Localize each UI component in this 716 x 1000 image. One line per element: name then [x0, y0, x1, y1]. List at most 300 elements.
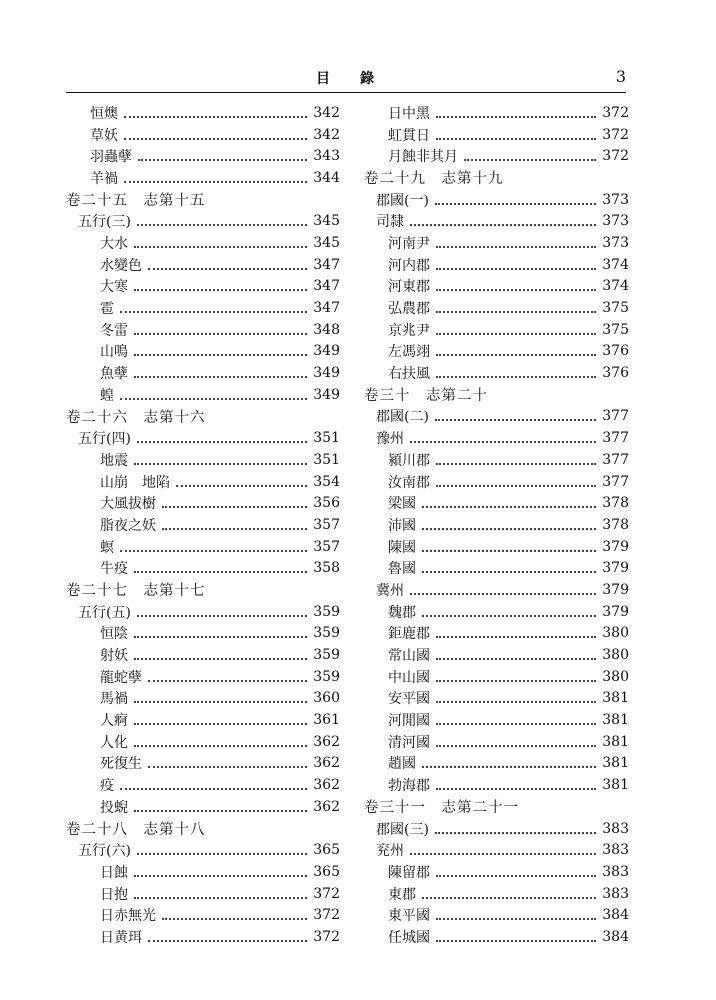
toc-entry-title: 日蝕	[100, 864, 128, 881]
toc-page-number: 362	[313, 777, 340, 794]
toc-entry-title: 山鳴	[100, 344, 128, 361]
toc-entry	[66, 666, 340, 688]
dot-leader	[134, 289, 307, 291]
toc-entry	[66, 254, 340, 276]
toc-section-heading	[66, 406, 340, 428]
dot-leader	[436, 116, 596, 118]
toc-page-number: 372	[313, 885, 340, 902]
toc-entry-title: 趙國	[388, 756, 416, 773]
toc-entry	[364, 471, 629, 493]
dot-leader	[410, 224, 596, 226]
toc-entry	[66, 492, 340, 514]
toc-entry	[364, 276, 629, 298]
dot-leader	[435, 203, 596, 205]
toc-page-number: 362	[313, 733, 340, 750]
toc-page-number: 372	[602, 148, 629, 165]
toc-entry	[66, 102, 340, 124]
toc-entry-title: 蝗	[100, 387, 114, 404]
dot-leader	[120, 788, 307, 790]
toc-entry	[66, 427, 340, 449]
toc-entry	[364, 492, 629, 514]
toc-entry	[364, 124, 629, 146]
toc-entry	[66, 774, 340, 796]
dot-leader	[410, 593, 596, 595]
toc-page-number: 373	[602, 234, 629, 251]
dot-leader	[138, 159, 307, 161]
dot-leader	[410, 853, 596, 855]
dot-leader	[124, 181, 307, 183]
dot-leader	[134, 701, 307, 703]
toc-page-number: 372	[602, 126, 629, 143]
toc-page-number: 345	[313, 234, 340, 251]
toc-page-number: 375	[602, 300, 629, 317]
toc-entry	[66, 276, 340, 298]
toc-page-number: 347	[313, 300, 340, 317]
toc-page-number: 378	[602, 495, 629, 512]
toc-entry-title: 郡國(一)	[376, 192, 429, 209]
toc-entry	[364, 514, 629, 536]
toc-page-number: 372	[602, 104, 629, 121]
toc-entry	[66, 449, 340, 471]
toc-entry	[364, 731, 629, 753]
dot-leader	[124, 138, 307, 140]
toc-section-heading	[364, 167, 629, 189]
dot-leader	[422, 550, 596, 552]
toc-page-number: 380	[602, 647, 629, 664]
dot-leader	[134, 810, 307, 812]
toc-entry	[364, 449, 629, 471]
toc-entry	[66, 319, 340, 341]
toc-section-heading	[66, 189, 340, 211]
toc-entry-title: 卷三十一 志第二十一	[364, 800, 519, 817]
dot-leader	[134, 875, 307, 877]
toc-entry	[66, 623, 340, 645]
toc-entry-title: 冬雷	[100, 322, 128, 339]
toc-entry-title: 馬禍	[100, 691, 128, 708]
dot-leader	[464, 159, 596, 161]
dot-leader	[436, 246, 596, 248]
toc-entry-title: 中山國	[388, 669, 430, 686]
toc-entry-title: 卷三十 志第二十	[364, 388, 488, 405]
toc-entry-title: 恒燠	[90, 105, 118, 122]
dot-leader	[176, 485, 307, 487]
toc-page-number: 344	[313, 169, 340, 186]
toc-entry-title: 日抱	[100, 886, 128, 903]
dot-leader	[124, 116, 307, 118]
toc-entry	[66, 926, 340, 948]
dot-leader	[134, 246, 307, 248]
toc-entry	[364, 145, 629, 167]
dot-leader	[436, 311, 596, 313]
toc-entry-title: 河閒國	[388, 713, 430, 730]
toc-page-number: 381	[602, 777, 629, 794]
toc-entry-title: 投蜺	[100, 799, 128, 816]
dot-leader	[120, 311, 307, 313]
toc-entry-title: 五行(六)	[78, 843, 131, 860]
toc-page-number: 376	[602, 365, 629, 382]
toc-entry-title: 草妖	[90, 127, 118, 144]
toc-entry	[364, 666, 629, 688]
dot-leader	[148, 268, 307, 270]
dot-leader	[134, 354, 307, 356]
toc-page-number: 359	[313, 625, 340, 642]
toc-entry	[364, 102, 629, 124]
toc-entry-title: 雹	[100, 301, 114, 318]
toc-entry	[364, 709, 629, 731]
page-number: 3	[615, 67, 626, 86]
toc-entry-title: 射妖	[100, 648, 128, 665]
dot-leader	[120, 550, 307, 552]
toc-entry-title: 安平國	[388, 691, 430, 708]
toc-entry-title: 郡國(二)	[376, 409, 429, 426]
toc-entry-title: 卷二十五 志第十五	[66, 193, 206, 210]
toc-entry-title: 牛疫	[100, 561, 128, 578]
toc-entry	[364, 536, 629, 558]
toc-entry-title: 恒陰	[100, 626, 128, 643]
toc-page-number: 377	[602, 451, 629, 468]
toc-entry-title: 冀州	[376, 582, 404, 599]
toc-entry	[66, 731, 340, 753]
dot-leader	[134, 745, 307, 747]
toc-entry	[66, 362, 340, 384]
dot-leader	[436, 918, 596, 920]
toc-entry-title: 人痾	[100, 713, 128, 730]
dot-leader	[134, 658, 307, 660]
toc-entry	[364, 601, 629, 623]
toc-entry-title: 卷二十七 志第十七	[66, 583, 206, 600]
toc-page-number: 342	[313, 104, 340, 121]
toc-entry-title: 常山國	[388, 648, 430, 665]
toc-entry-title: 弘農郡	[388, 301, 430, 318]
toc-entry	[364, 232, 629, 254]
toc-entry	[364, 644, 629, 666]
toc-entry	[364, 210, 629, 232]
toc-page-number: 379	[602, 560, 629, 577]
toc-page-number: 349	[313, 343, 340, 360]
toc-entry	[66, 232, 340, 254]
dot-leader	[137, 853, 307, 855]
toc-entry-title: 東平國	[388, 908, 430, 925]
toc-page-number: 377	[602, 430, 629, 447]
toc-page-number: 365	[313, 842, 340, 859]
toc-page-number: 354	[313, 473, 340, 490]
toc-page-number: 381	[602, 733, 629, 750]
toc-page-number: 384	[602, 928, 629, 945]
toc-section-heading	[66, 579, 340, 601]
toc-entry	[364, 883, 629, 905]
toc-entry	[364, 254, 629, 276]
toc-entry-title: 卷二十九 志第十九	[364, 171, 504, 188]
toc-page-number: 362	[313, 755, 340, 772]
toc-entry	[364, 341, 629, 363]
toc-entry	[364, 926, 629, 948]
toc-entry	[364, 861, 629, 883]
dot-leader	[148, 940, 307, 942]
toc-entry	[66, 904, 340, 926]
dot-leader	[436, 268, 596, 270]
toc-entry	[66, 297, 340, 319]
dot-leader	[422, 528, 596, 530]
toc-entry	[66, 688, 340, 710]
header-rule	[66, 92, 626, 93]
dot-leader	[436, 354, 596, 356]
toc-entry-title: 羊禍	[90, 170, 118, 187]
toc-entry-title: 脂夜之妖	[100, 517, 156, 534]
toc-page-number: 348	[313, 321, 340, 338]
dot-leader	[435, 832, 596, 834]
toc-entry-title: 日中黑	[388, 105, 430, 122]
toc-page-number: 379	[602, 603, 629, 620]
toc-entry-title: 魚孽	[100, 366, 128, 383]
toc-entry-title: 陳國	[388, 539, 416, 556]
toc-page-number: 379	[602, 538, 629, 555]
toc-entry-title: 日赤無光	[100, 908, 156, 925]
dot-leader	[137, 224, 307, 226]
toc-page-number: 357	[313, 516, 340, 533]
toc-page-number: 359	[313, 603, 340, 620]
toc-entry	[364, 774, 629, 796]
toc-page-number: 349	[313, 386, 340, 403]
dot-leader	[422, 506, 596, 508]
toc-entry-title: 卷二十八 志第十八	[66, 822, 206, 839]
toc-page-number: 351	[313, 430, 340, 447]
toc-entry	[364, 557, 629, 579]
dot-leader	[410, 441, 596, 443]
toc-entry-title: 河東郡	[388, 279, 430, 296]
toc-page-number: 372	[313, 907, 340, 924]
toc-page-number: 374	[602, 278, 629, 295]
toc-page-number: 347	[313, 256, 340, 273]
toc-entry	[66, 601, 340, 623]
toc-entry-title: 沛國	[388, 517, 416, 534]
dot-leader	[148, 680, 307, 682]
toc-entry-title: 卷二十六 志第十六	[66, 409, 206, 426]
toc-column-right	[364, 102, 629, 948]
toc-entry	[66, 514, 340, 536]
toc-page-number: 365	[313, 863, 340, 880]
dot-leader	[422, 766, 596, 768]
toc-entry-title: 勃海郡	[388, 778, 430, 795]
toc-entry	[364, 623, 629, 645]
toc-entry	[364, 839, 629, 861]
toc-page-number: 359	[313, 647, 340, 664]
toc-entry	[364, 297, 629, 319]
toc-entry-title: 河南尹	[388, 235, 430, 252]
toc-entry	[66, 883, 340, 905]
toc-entry	[66, 145, 340, 167]
toc-entry-title: 郡國(三)	[376, 821, 429, 838]
toc-page-number: 373	[602, 191, 629, 208]
dot-leader	[435, 419, 596, 421]
toc-page-number: 362	[313, 798, 340, 815]
dot-leader	[134, 571, 307, 573]
dot-leader	[120, 398, 307, 400]
toc-entry	[364, 406, 629, 428]
toc-entry-title: 左馮翊	[388, 344, 430, 361]
toc-page-number: 372	[313, 928, 340, 945]
toc-entry-title: 清河國	[388, 734, 430, 751]
dot-leader	[436, 636, 596, 638]
toc-entry-title: 司隸	[376, 214, 404, 231]
toc-entry	[66, 384, 340, 406]
toc-entry-title: 京兆尹	[388, 322, 430, 339]
dot-leader	[162, 528, 307, 530]
toc-entry-title: 任城國	[388, 929, 430, 946]
toc-entry-title: 魯國	[388, 561, 416, 578]
dot-leader	[422, 615, 596, 617]
toc-entry	[364, 319, 629, 341]
toc-page-number: 357	[313, 538, 340, 555]
toc-page-number: 383	[602, 863, 629, 880]
toc-entry-title: 地震	[100, 452, 128, 469]
toc-page-number: 380	[602, 668, 629, 685]
dot-leader	[134, 636, 307, 638]
toc-entry	[66, 210, 340, 232]
toc-page-number: 378	[602, 516, 629, 533]
toc-entry-title: 五行(三)	[78, 214, 131, 231]
dot-leader	[134, 333, 307, 335]
toc-entry-title: 陳留郡	[388, 864, 430, 881]
toc-page-number: 345	[313, 213, 340, 230]
toc-entry	[364, 818, 629, 840]
toc-page-number: 375	[602, 321, 629, 338]
toc-entry-title: 日黄珥	[100, 929, 142, 946]
dot-leader	[436, 138, 596, 140]
toc-section-heading	[66, 818, 340, 840]
toc-page-number: 361	[313, 712, 340, 729]
page-header	[66, 64, 626, 90]
dot-leader	[422, 897, 596, 899]
dot-leader	[436, 485, 596, 487]
toc-page-number: 381	[602, 712, 629, 729]
toc-entry	[66, 644, 340, 666]
toc-entry	[66, 753, 340, 775]
toc-entry-title: 豫州	[376, 431, 404, 448]
toc-entry	[364, 904, 629, 926]
toc-column-left	[66, 102, 340, 948]
dot-leader	[436, 680, 596, 682]
toc-page-number: 358	[313, 560, 340, 577]
toc-entry-title: 死復生	[100, 756, 142, 773]
dot-leader	[422, 571, 596, 573]
toc-entry-title: 龍蛇孽	[100, 669, 142, 686]
toc-entry	[66, 341, 340, 363]
toc-entry-title: 潁川郡	[388, 452, 430, 469]
dot-leader	[162, 918, 307, 920]
toc-page-number: 381	[602, 755, 629, 772]
toc-section-heading	[364, 796, 629, 818]
toc-entry-title: 人化	[100, 734, 128, 751]
dot-leader	[436, 875, 596, 877]
toc-entry	[364, 189, 629, 211]
dot-leader	[436, 463, 596, 465]
toc-entry-title: 大水	[100, 235, 128, 252]
toc-entry-title: 五行(四)	[78, 431, 131, 448]
dot-leader	[436, 940, 596, 942]
toc-entry-title: 水變色	[100, 257, 142, 274]
toc-section-heading	[364, 384, 629, 406]
toc-page-number: 380	[602, 625, 629, 642]
dot-leader	[436, 376, 596, 378]
toc-page-number: 374	[602, 256, 629, 273]
toc-page-number: 381	[602, 690, 629, 707]
toc-entry-title: 河内郡	[388, 257, 430, 274]
dot-leader	[436, 723, 596, 725]
toc-entry-title: 東郡	[388, 886, 416, 903]
toc-entry-title: 虹貫日	[388, 127, 430, 144]
toc-entry-title: 山崩 地陷	[100, 474, 170, 491]
toc-entry-title: 大寒	[100, 279, 128, 296]
toc-entry-title: 螟	[100, 539, 114, 556]
toc-entry-title: 鉅鹿郡	[388, 626, 430, 643]
toc-entry	[66, 861, 340, 883]
toc-page-number: 383	[602, 842, 629, 859]
dot-leader	[137, 615, 307, 617]
toc-entry	[66, 557, 340, 579]
toc-entry-title: 月蝕非其月	[388, 149, 458, 166]
dot-leader	[148, 766, 307, 768]
toc-page-number: 351	[313, 451, 340, 468]
toc-entry	[364, 427, 629, 449]
toc-page-number: 349	[313, 365, 340, 382]
toc-entry-title: 疫	[100, 778, 114, 795]
toc-entry-title: 右扶風	[388, 366, 430, 383]
toc-entry	[66, 796, 340, 818]
toc-page-number: 373	[602, 213, 629, 230]
dot-leader	[134, 723, 307, 725]
toc-page-number: 377	[602, 473, 629, 490]
toc-page-number: 347	[313, 278, 340, 295]
dot-leader	[134, 463, 307, 465]
toc-page-number: 376	[602, 343, 629, 360]
dot-leader	[436, 745, 596, 747]
toc-entry	[364, 688, 629, 710]
dot-leader	[134, 376, 307, 378]
toc-page-number: 377	[602, 408, 629, 425]
toc-entry-title: 兖州	[376, 843, 404, 860]
toc-entry	[66, 124, 340, 146]
dot-leader	[436, 289, 596, 291]
toc-page-number: 379	[602, 581, 629, 598]
toc-page-number: 360	[313, 690, 340, 707]
dot-leader	[134, 897, 307, 899]
toc-entry	[66, 471, 340, 493]
toc-page-number: 359	[313, 668, 340, 685]
toc-entry-title: 羽蟲孽	[90, 149, 132, 166]
dot-leader	[162, 506, 307, 508]
toc-entry	[66, 709, 340, 731]
toc-entry	[364, 362, 629, 384]
toc-entry	[66, 536, 340, 558]
dot-leader	[436, 788, 596, 790]
dot-leader	[436, 701, 596, 703]
dot-leader	[436, 658, 596, 660]
toc-page-number: 356	[313, 495, 340, 512]
header-title-char-2: 錄	[360, 71, 376, 87]
header-title-char-1: 目	[316, 71, 332, 87]
toc-entry-title: 魏郡	[388, 604, 416, 621]
toc-page-number: 384	[602, 907, 629, 924]
toc-entry-title: 梁國	[388, 496, 416, 513]
toc-entry	[364, 753, 629, 775]
header-title	[66, 68, 626, 88]
toc-entry-title: 汝南郡	[388, 474, 430, 491]
toc-page-number: 342	[313, 126, 340, 143]
toc-page-number: 343	[313, 148, 340, 165]
toc-page-number: 383	[602, 820, 629, 837]
dot-leader	[137, 441, 307, 443]
toc-entry-title: 五行(五)	[78, 604, 131, 621]
